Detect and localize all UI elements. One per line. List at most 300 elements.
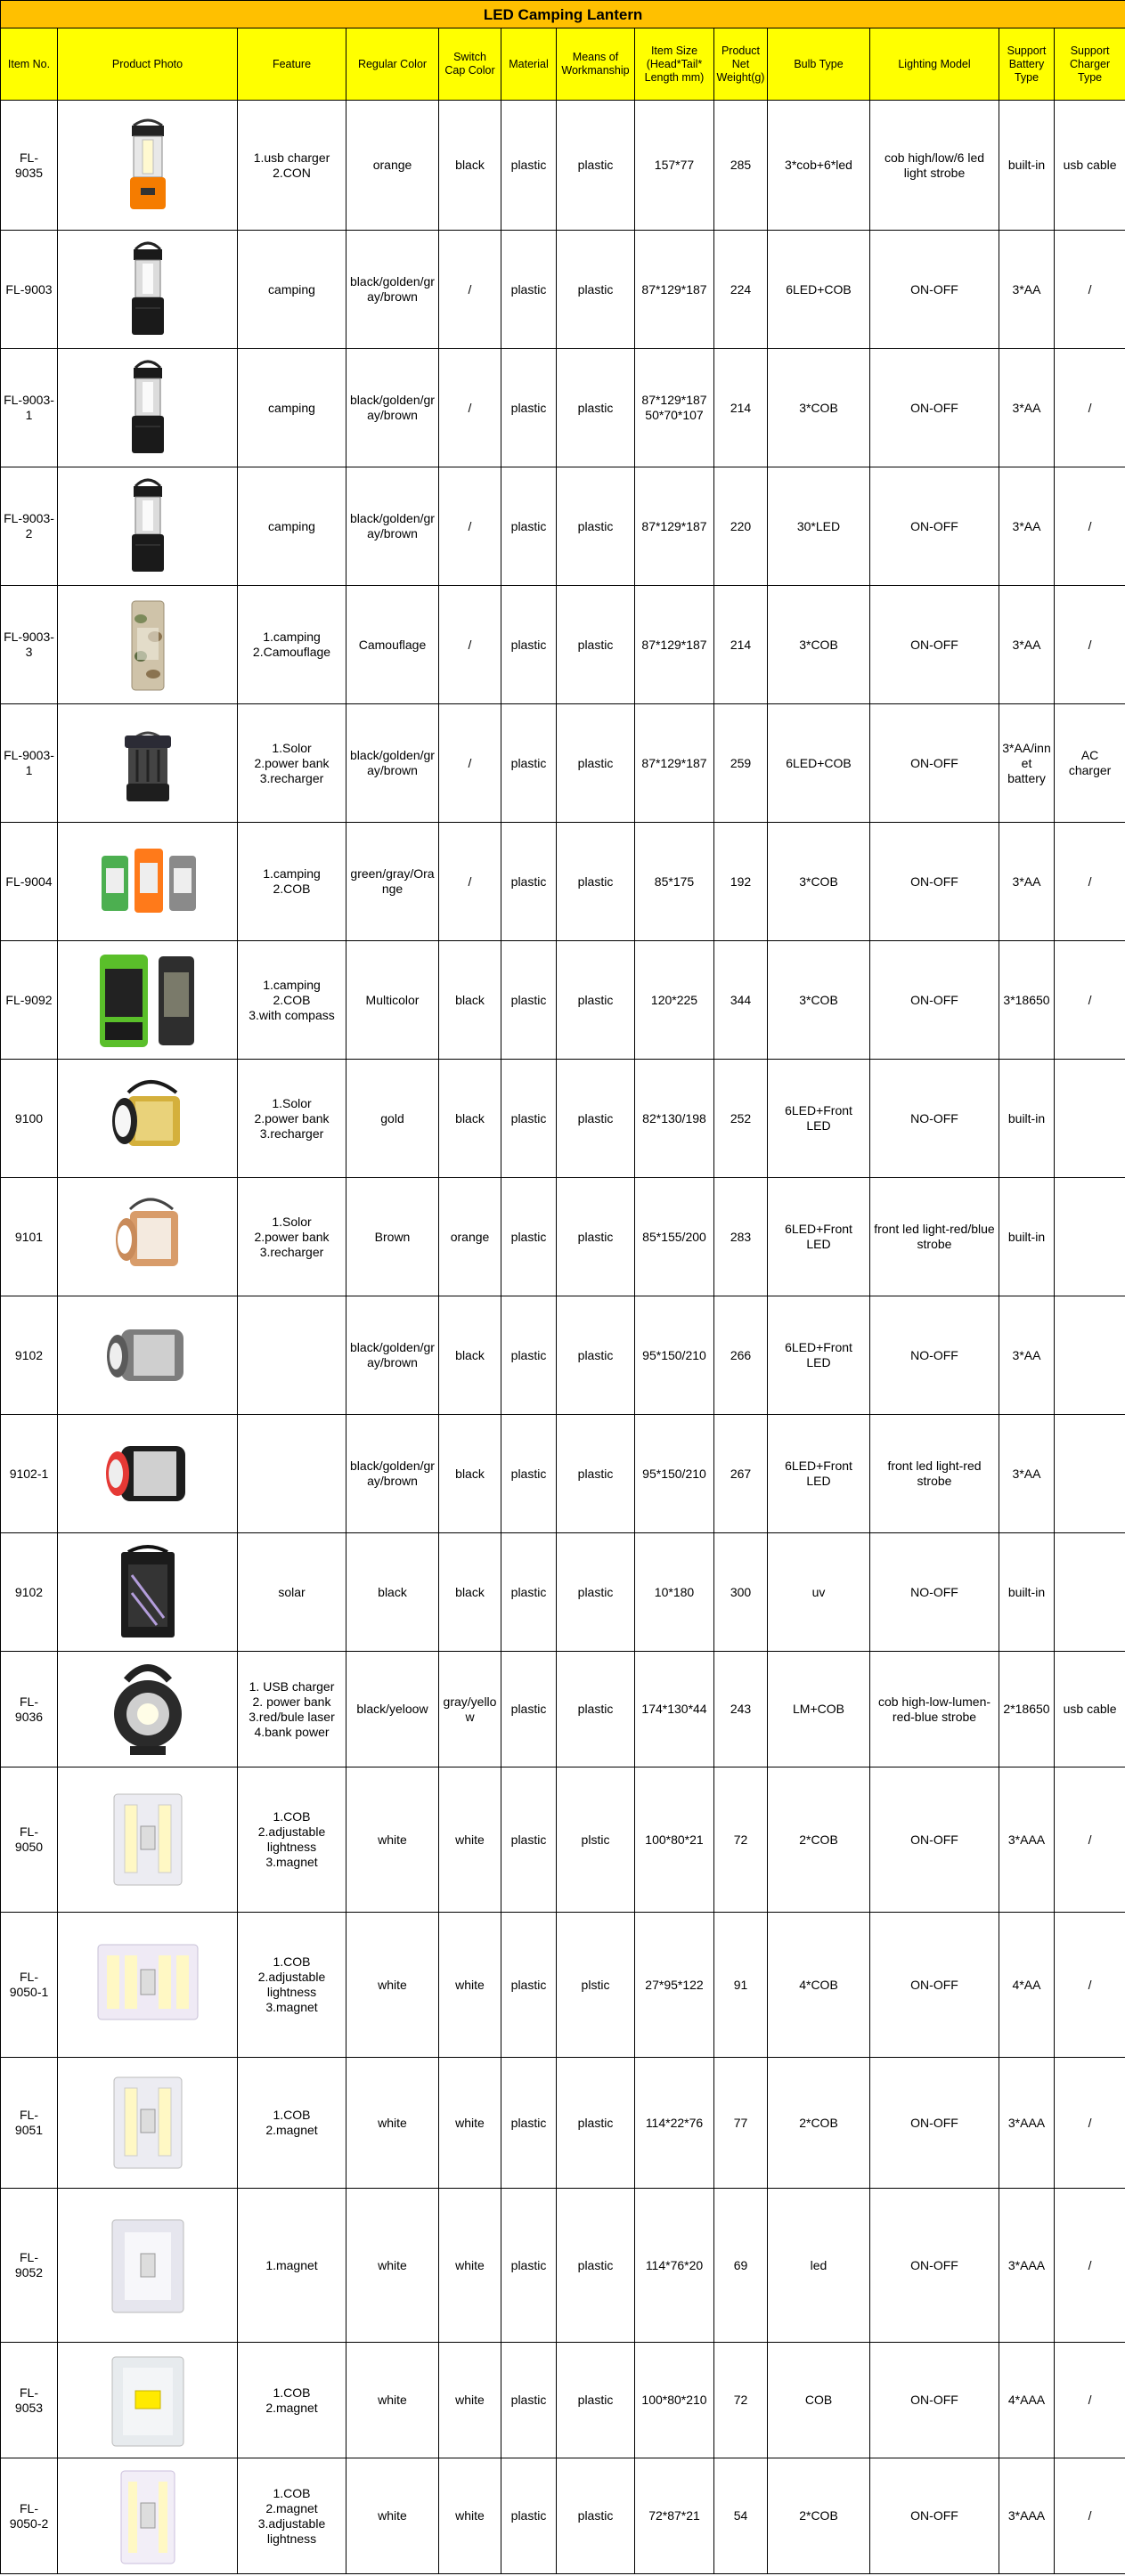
cell-net-weight: 214 xyxy=(714,349,768,467)
header-charger-type: Support Charger Type xyxy=(1055,28,1125,101)
cell-charger-type: / xyxy=(1055,941,1125,1060)
cell-material: plastic xyxy=(501,1652,557,1767)
cell-net-weight: 54 xyxy=(714,2458,768,2574)
cell-material: plastic xyxy=(501,1178,557,1296)
cell-battery-type: 3*AA xyxy=(999,823,1055,941)
cell-lighting-model: ON-OFF xyxy=(870,823,999,941)
cell-battery-type: 3*AA xyxy=(999,1415,1055,1533)
cell-material: plastic xyxy=(501,101,557,231)
cell-regular-color: gold xyxy=(346,1060,439,1178)
cell-product-photo xyxy=(58,2343,238,2458)
cell-charger-type: AC charger xyxy=(1055,704,1125,823)
cell-item-size: 87*129*187 50*70*107 xyxy=(635,349,714,467)
green-compass-lantern-image xyxy=(58,947,237,1052)
cell-feature: 1.camping 2.COB 3.with compass xyxy=(238,941,346,1060)
cell-regular-color: white xyxy=(346,2343,439,2458)
cell-battery-type: 3*AAA xyxy=(999,2189,1055,2343)
cell-net-weight: 192 xyxy=(714,823,768,941)
cell-material: plastic xyxy=(501,2058,557,2189)
cell-switch-cap-color: white xyxy=(439,2343,501,2458)
black-collapsible-lantern-image xyxy=(58,237,237,342)
cell-item-no: FL-9003- 2 xyxy=(1,467,58,586)
cell-battery-type: 3*AA xyxy=(999,349,1055,467)
cell-item-no: FL- 9052 xyxy=(1,2189,58,2343)
cell-material: plastic xyxy=(501,1533,557,1652)
cell-bulb-type: 3*COB xyxy=(768,349,870,467)
cell-bulb-type: 2*COB xyxy=(768,1767,870,1913)
cell-product-photo xyxy=(58,1415,238,1533)
cell-feature: 1.magnet xyxy=(238,2189,346,2343)
cell-feature xyxy=(238,1296,346,1415)
header-item-no: Item No. xyxy=(1,28,58,101)
small-switch-light-image xyxy=(58,2464,237,2569)
cell-net-weight: 259 xyxy=(714,704,768,823)
cell-item-size: 95*150/210 xyxy=(635,1296,714,1415)
cell-charger-type: usb cable xyxy=(1055,101,1125,231)
camouflage-lantern-image xyxy=(58,592,237,697)
cell-regular-color: white xyxy=(346,2058,439,2189)
cell-material: plastic xyxy=(501,1415,557,1533)
black-collapsible-lantern-image xyxy=(58,474,237,579)
cell-regular-color: black xyxy=(346,1533,439,1652)
cell-charger-type: / xyxy=(1055,2458,1125,2574)
cell-product-photo xyxy=(58,1767,238,1913)
cell-battery-type: 3*AA/inn et battery xyxy=(999,704,1055,823)
cell-net-weight: 77 xyxy=(714,2058,768,2189)
cell-material: plastic xyxy=(501,586,557,704)
cell-product-photo xyxy=(58,2458,238,2574)
cell-workmanship: plastic xyxy=(557,231,635,349)
table-row xyxy=(1,2189,1125,2343)
cell-switch-cap-color: / xyxy=(439,467,501,586)
cell-charger-type xyxy=(1055,1533,1125,1652)
cell-item-size: 87*129*187 xyxy=(635,231,714,349)
cell-product-photo xyxy=(58,1913,238,2058)
cell-workmanship: plastic xyxy=(557,1178,635,1296)
cell-product-photo xyxy=(58,2189,238,2343)
cell-feature: 1.COB 2.magnet 3.adjustable lightness xyxy=(238,2458,346,2574)
cell-switch-cap-color: / xyxy=(439,231,501,349)
cell-net-weight: 72 xyxy=(714,1767,768,1913)
cell-product-photo xyxy=(58,349,238,467)
cell-item-no: 9100 xyxy=(1,1060,58,1178)
cell-feature xyxy=(238,1415,346,1533)
cell-lighting-model: front led light-red strobe xyxy=(870,1415,999,1533)
cell-material: plastic xyxy=(501,231,557,349)
table-row xyxy=(1,349,1125,467)
cell-workmanship: plastic xyxy=(557,2458,635,2574)
cell-material: plastic xyxy=(501,2458,557,2574)
cell-charger-type: / xyxy=(1055,231,1125,349)
cell-product-photo xyxy=(58,467,238,586)
cell-switch-cap-color: white xyxy=(439,2189,501,2343)
cell-switch-cap-color: / xyxy=(439,823,501,941)
cell-battery-type: 4*AA xyxy=(999,1913,1055,2058)
cell-workmanship: plastic xyxy=(557,586,635,704)
cell-material: plastic xyxy=(501,823,557,941)
cell-charger-type: / xyxy=(1055,823,1125,941)
cell-item-no: FL- 9050 xyxy=(1,1767,58,1913)
plain-switch-light-image xyxy=(58,2213,237,2318)
cell-bulb-type: 6LED+COB xyxy=(768,231,870,349)
cell-item-no: FL-9003- 1 xyxy=(1,349,58,467)
cell-regular-color: black/golden/gr ay/brown xyxy=(346,349,439,467)
cell-battery-type: 3*AA xyxy=(999,231,1055,349)
header-bulb-type: Bulb Type xyxy=(768,28,870,101)
cell-bulb-type: 4*COB xyxy=(768,1913,870,2058)
cell-material: plastic xyxy=(501,467,557,586)
table-row xyxy=(1,823,1125,941)
cell-net-weight: 285 xyxy=(714,101,768,231)
cell-battery-type: built-in xyxy=(999,1178,1055,1296)
cell-item-no: FL- 9051 xyxy=(1,2058,58,2189)
header-row xyxy=(1,28,1125,101)
cell-item-no: 9102-1 xyxy=(1,1415,58,1533)
cell-charger-type: / xyxy=(1055,586,1125,704)
table-row xyxy=(1,1296,1125,1415)
gold-flashlight-lantern-image xyxy=(58,1066,237,1171)
cell-lighting-model: ON-OFF xyxy=(870,349,999,467)
cell-item-size: 72*87*21 xyxy=(635,2458,714,2574)
cell-bulb-type: 3*cob+6*led xyxy=(768,101,870,231)
cell-switch-cap-color: white xyxy=(439,2458,501,2574)
cell-lighting-model: NO-OFF xyxy=(870,1296,999,1415)
table-row xyxy=(1,1913,1125,2058)
cell-product-photo xyxy=(58,1652,238,1767)
cell-regular-color: black/yeloow xyxy=(346,1652,439,1767)
wall-switch-light-image xyxy=(58,2070,237,2175)
cell-bulb-type: 2*COB xyxy=(768,2058,870,2189)
handheld-work-light-image xyxy=(58,1657,237,1762)
cell-charger-type xyxy=(1055,1296,1125,1415)
cell-battery-type: 4*AAA xyxy=(999,2343,1055,2458)
cell-feature: 1.COB 2.adjustable lightness 3.magnet xyxy=(238,1913,346,2058)
cell-feature: 1.Solor 2.power bank 3.recharger xyxy=(238,1060,346,1178)
cell-regular-color: black/golden/gr ay/brown xyxy=(346,1296,439,1415)
cell-item-no: FL- 9053 xyxy=(1,2343,58,2458)
cell-bulb-type: COB xyxy=(768,2343,870,2458)
cell-battery-type: built-in xyxy=(999,1533,1055,1652)
cell-item-size: 87*129*187 xyxy=(635,704,714,823)
cell-product-photo xyxy=(58,823,238,941)
cell-item-no: 9102 xyxy=(1,1296,58,1415)
cell-regular-color: white xyxy=(346,2458,439,2574)
cell-item-size: 87*129*187 xyxy=(635,467,714,586)
cell-battery-type: built-in xyxy=(999,1060,1055,1178)
cell-charger-type: / xyxy=(1055,2343,1125,2458)
cell-feature: 1.camping 2.COB xyxy=(238,823,346,941)
cell-charger-type: / xyxy=(1055,2058,1125,2189)
cell-material: plastic xyxy=(501,2189,557,2343)
cell-workmanship: plstic xyxy=(557,1767,635,1913)
cell-battery-type: 3*AA xyxy=(999,467,1055,586)
cell-lighting-model: front led light-red/blue strobe xyxy=(870,1178,999,1296)
cell-switch-cap-color: / xyxy=(439,349,501,467)
cell-bulb-type: 3*COB xyxy=(768,586,870,704)
header-regular-color: Regular Color xyxy=(346,28,439,101)
solar-lantern-image xyxy=(58,711,237,816)
cell-workmanship: plastic xyxy=(557,1060,635,1178)
cell-battery-type: 3*AAA xyxy=(999,1767,1055,1913)
cell-workmanship: plastic xyxy=(557,1296,635,1415)
cell-material: plastic xyxy=(501,2343,557,2458)
cell-feature: 1. USB charger 2. power bank 3.red/bule laser 4.bank power xyxy=(238,1652,346,1767)
cell-item-size: 87*129*187 xyxy=(635,586,714,704)
cell-switch-cap-color: black xyxy=(439,1296,501,1415)
cell-item-size: 100*80*21 xyxy=(635,1767,714,1913)
cell-item-size: 85*155/200 xyxy=(635,1178,714,1296)
wall-switch-light-image xyxy=(58,1787,237,1892)
cell-item-size: 174*130*44 xyxy=(635,1652,714,1767)
cell-switch-cap-color: / xyxy=(439,586,501,704)
cell-switch-cap-color: orange xyxy=(439,1178,501,1296)
cell-feature: 1.COB 2.magnet xyxy=(238,2058,346,2189)
cell-item-size: 100*80*210 xyxy=(635,2343,714,2458)
cell-item-no: FL- 9050-2 xyxy=(1,2458,58,2574)
cell-net-weight: 344 xyxy=(714,941,768,1060)
cell-bulb-type: 6LED+Front LED xyxy=(768,1060,870,1178)
table-row xyxy=(1,2058,1125,2189)
cell-workmanship: plastic xyxy=(557,349,635,467)
cell-switch-cap-color: white xyxy=(439,2058,501,2189)
table-title: LED Camping Lantern xyxy=(1,1,1125,28)
cell-switch-cap-color: black xyxy=(439,1533,501,1652)
cell-material: plastic xyxy=(501,1060,557,1178)
cell-workmanship: plastic xyxy=(557,2343,635,2458)
title-row xyxy=(1,1,1125,28)
cell-battery-type: 3*AAA xyxy=(999,2058,1055,2189)
cell-item-no: FL- 9035 xyxy=(1,101,58,231)
header-net-weight: Product Net Weight(g) xyxy=(714,28,768,101)
cell-net-weight: 283 xyxy=(714,1178,768,1296)
cell-feature: 1.camping 2.Camouflage xyxy=(238,586,346,704)
cell-regular-color: green/gray/Ora nge xyxy=(346,823,439,941)
cell-bulb-type: 6LED+Front LED xyxy=(768,1415,870,1533)
cell-lighting-model: NO-OFF xyxy=(870,1533,999,1652)
orange-cob-lantern-image xyxy=(58,113,237,218)
header-workmanship: Means of Workmanship xyxy=(557,28,635,101)
cell-product-photo xyxy=(58,1060,238,1178)
cell-switch-cap-color: white xyxy=(439,1767,501,1913)
wide-switch-light-image xyxy=(58,1932,237,2037)
table-row xyxy=(1,101,1125,231)
cell-switch-cap-color: black xyxy=(439,941,501,1060)
table-row xyxy=(1,704,1125,823)
cell-feature: 1.COB 2.magnet xyxy=(238,2343,346,2458)
cell-switch-cap-color: gray/yello w xyxy=(439,1652,501,1767)
table-row xyxy=(1,2343,1125,2458)
cell-item-size: 10*180 xyxy=(635,1533,714,1652)
cell-bulb-type: uv xyxy=(768,1533,870,1652)
cell-product-photo xyxy=(58,1296,238,1415)
cell-bulb-type: 3*COB xyxy=(768,823,870,941)
cell-charger-type xyxy=(1055,1178,1125,1296)
header-battery-type: Support Battery Type xyxy=(999,28,1055,101)
cell-bulb-type: 6LED+Front LED xyxy=(768,1178,870,1296)
cell-regular-color: black/golden/gr ay/brown xyxy=(346,1415,439,1533)
cell-lighting-model: ON-OFF xyxy=(870,704,999,823)
cell-regular-color: black/golden/gr ay/brown xyxy=(346,467,439,586)
cell-product-photo xyxy=(58,704,238,823)
cell-item-no: FL- 9036 xyxy=(1,1652,58,1767)
cell-charger-type: / xyxy=(1055,1767,1125,1913)
cell-bulb-type: led xyxy=(768,2189,870,2343)
cell-product-photo xyxy=(58,1533,238,1652)
cell-item-no: FL-9092 xyxy=(1,941,58,1060)
cell-workmanship: plstic xyxy=(557,1913,635,2058)
cell-charger-type: / xyxy=(1055,1913,1125,2058)
header-product-photo: Product Photo xyxy=(58,28,238,101)
cell-item-size: 27*95*122 xyxy=(635,1913,714,2058)
cell-battery-type: 3*18650 xyxy=(999,941,1055,1060)
cell-net-weight: 224 xyxy=(714,231,768,349)
cell-lighting-model: ON-OFF xyxy=(870,1767,999,1913)
cell-regular-color: orange xyxy=(346,101,439,231)
black-collapsible-lantern-image xyxy=(58,355,237,460)
table-row xyxy=(1,1415,1125,1533)
cell-switch-cap-color: black xyxy=(439,101,501,231)
cell-feature: camping xyxy=(238,349,346,467)
cell-switch-cap-color: / xyxy=(439,704,501,823)
cell-lighting-model: ON-OFF xyxy=(870,2058,999,2189)
cell-item-size: 120*225 xyxy=(635,941,714,1060)
cell-workmanship: plastic xyxy=(557,2189,635,2343)
gray-flashlight-lantern-image xyxy=(58,1303,237,1408)
cell-charger-type xyxy=(1055,1060,1125,1178)
cell-net-weight: 72 xyxy=(714,2343,768,2458)
table-row xyxy=(1,586,1125,704)
cell-lighting-model: ON-OFF xyxy=(870,1913,999,2058)
cell-switch-cap-color: black xyxy=(439,1060,501,1178)
header-item-size: Item Size (Head*Tail* Length mm) xyxy=(635,28,714,101)
cell-regular-color: white xyxy=(346,1767,439,1913)
cell-charger-type: / xyxy=(1055,349,1125,467)
table-row xyxy=(1,1060,1125,1178)
cell-workmanship: plastic xyxy=(557,101,635,231)
cell-switch-cap-color: black xyxy=(439,1415,501,1533)
cell-workmanship: plastic xyxy=(557,704,635,823)
header-lighting-model: Lighting Model xyxy=(870,28,999,101)
table-row xyxy=(1,1652,1125,1767)
cell-feature: 1.COB 2.adjustable lightness 3.magnet xyxy=(238,1767,346,1913)
cell-net-weight: 267 xyxy=(714,1415,768,1533)
cell-feature: camping xyxy=(238,467,346,586)
cell-net-weight: 243 xyxy=(714,1652,768,1767)
header-material: Material xyxy=(501,28,557,101)
cell-net-weight: 266 xyxy=(714,1296,768,1415)
cell-net-weight: 252 xyxy=(714,1060,768,1178)
cell-regular-color: Multicolor xyxy=(346,941,439,1060)
cell-charger-type xyxy=(1055,1415,1125,1533)
table-row xyxy=(1,231,1125,349)
cell-product-photo xyxy=(58,941,238,1060)
cell-workmanship: plastic xyxy=(557,467,635,586)
cell-item-no: 9102 xyxy=(1,1533,58,1652)
cell-lighting-model: ON-OFF xyxy=(870,2343,999,2458)
cell-lighting-model: NO-OFF xyxy=(870,1060,999,1178)
cell-charger-type: / xyxy=(1055,467,1125,586)
cell-item-size: 157*77 xyxy=(635,101,714,231)
cell-item-size: 82*130/198 xyxy=(635,1060,714,1178)
red-flashlight-lantern-image xyxy=(58,1421,237,1526)
cell-material: plastic xyxy=(501,1296,557,1415)
cell-item-no: FL-9003- 1 xyxy=(1,704,58,823)
cell-item-size: 114*76*20 xyxy=(635,2189,714,2343)
cell-workmanship: plastic xyxy=(557,1415,635,1533)
cell-material: plastic xyxy=(501,349,557,467)
table-row xyxy=(1,1533,1125,1652)
cell-bulb-type: 3*COB xyxy=(768,941,870,1060)
cell-item-no: 9101 xyxy=(1,1178,58,1296)
cell-battery-type: 3*AA xyxy=(999,1296,1055,1415)
cell-product-photo xyxy=(58,101,238,231)
cell-regular-color: Camouflage xyxy=(346,586,439,704)
cell-lighting-model: ON-OFF xyxy=(870,231,999,349)
cell-bulb-type: LM+COB xyxy=(768,1652,870,1767)
cell-workmanship: plastic xyxy=(557,1652,635,1767)
cell-lighting-model: cob high-low-lumen- red-blue strobe xyxy=(870,1652,999,1767)
cell-item-no: FL- 9050-1 xyxy=(1,1913,58,2058)
cell-item-size: 95*150/210 xyxy=(635,1415,714,1533)
cell-bulb-type: 30*LED xyxy=(768,467,870,586)
cell-material: plastic xyxy=(501,704,557,823)
rose-gold-lantern-image xyxy=(58,1184,237,1289)
cell-lighting-model: ON-OFF xyxy=(870,586,999,704)
cell-feature: 1.Solor 2.power bank 3.recharger xyxy=(238,1178,346,1296)
cell-item-size: 85*175 xyxy=(635,823,714,941)
cell-charger-type: usb cable xyxy=(1055,1652,1125,1767)
cell-bulb-type: 2*COB xyxy=(768,2458,870,2574)
cell-feature: 1.Solor 2.power bank 3.recharger xyxy=(238,704,346,823)
cell-lighting-model: ON-OFF xyxy=(870,2189,999,2343)
cell-bulb-type: 6LED+Front LED xyxy=(768,1296,870,1415)
cell-product-photo xyxy=(58,586,238,704)
cell-item-size: 114*22*76 xyxy=(635,2058,714,2189)
cell-regular-color: Brown xyxy=(346,1178,439,1296)
cell-switch-cap-color: white xyxy=(439,1913,501,2058)
cell-regular-color: white xyxy=(346,2189,439,2343)
header-feature: Feature xyxy=(238,28,346,101)
table-row xyxy=(1,1767,1125,1913)
table-row xyxy=(1,941,1125,1060)
cell-net-weight: 300 xyxy=(714,1533,768,1652)
cell-material: plastic xyxy=(501,1767,557,1913)
three-color-lanterns-image xyxy=(58,829,237,934)
cell-item-no: FL-9003 xyxy=(1,231,58,349)
cell-lighting-model: cob high/low/6 led light strobe xyxy=(870,101,999,231)
cell-item-no: FL-9004 xyxy=(1,823,58,941)
cell-lighting-model: ON-OFF xyxy=(870,941,999,1060)
cell-feature: 1.usb charger 2.CON xyxy=(238,101,346,231)
cell-battery-type: 3*AAA xyxy=(999,2458,1055,2574)
cell-feature: solar xyxy=(238,1533,346,1652)
uv-box-lantern-image xyxy=(58,1540,237,1645)
cell-net-weight: 91 xyxy=(714,1913,768,2058)
header-switch-cap-color: Switch Cap Color xyxy=(439,28,501,101)
cell-charger-type: / xyxy=(1055,2189,1125,2343)
cell-product-photo xyxy=(58,231,238,349)
cell-feature: camping xyxy=(238,231,346,349)
cell-battery-type: 2*18650 xyxy=(999,1652,1055,1767)
yellow-cob-switch-light-image xyxy=(58,2348,237,2453)
cell-battery-type: built-in xyxy=(999,101,1055,231)
cell-product-photo xyxy=(58,2058,238,2189)
cell-item-no: FL-9003- 3 xyxy=(1,586,58,704)
cell-material: plastic xyxy=(501,941,557,1060)
cell-workmanship: plastic xyxy=(557,2058,635,2189)
cell-workmanship: plastic xyxy=(557,1533,635,1652)
cell-battery-type: 3*AA xyxy=(999,586,1055,704)
